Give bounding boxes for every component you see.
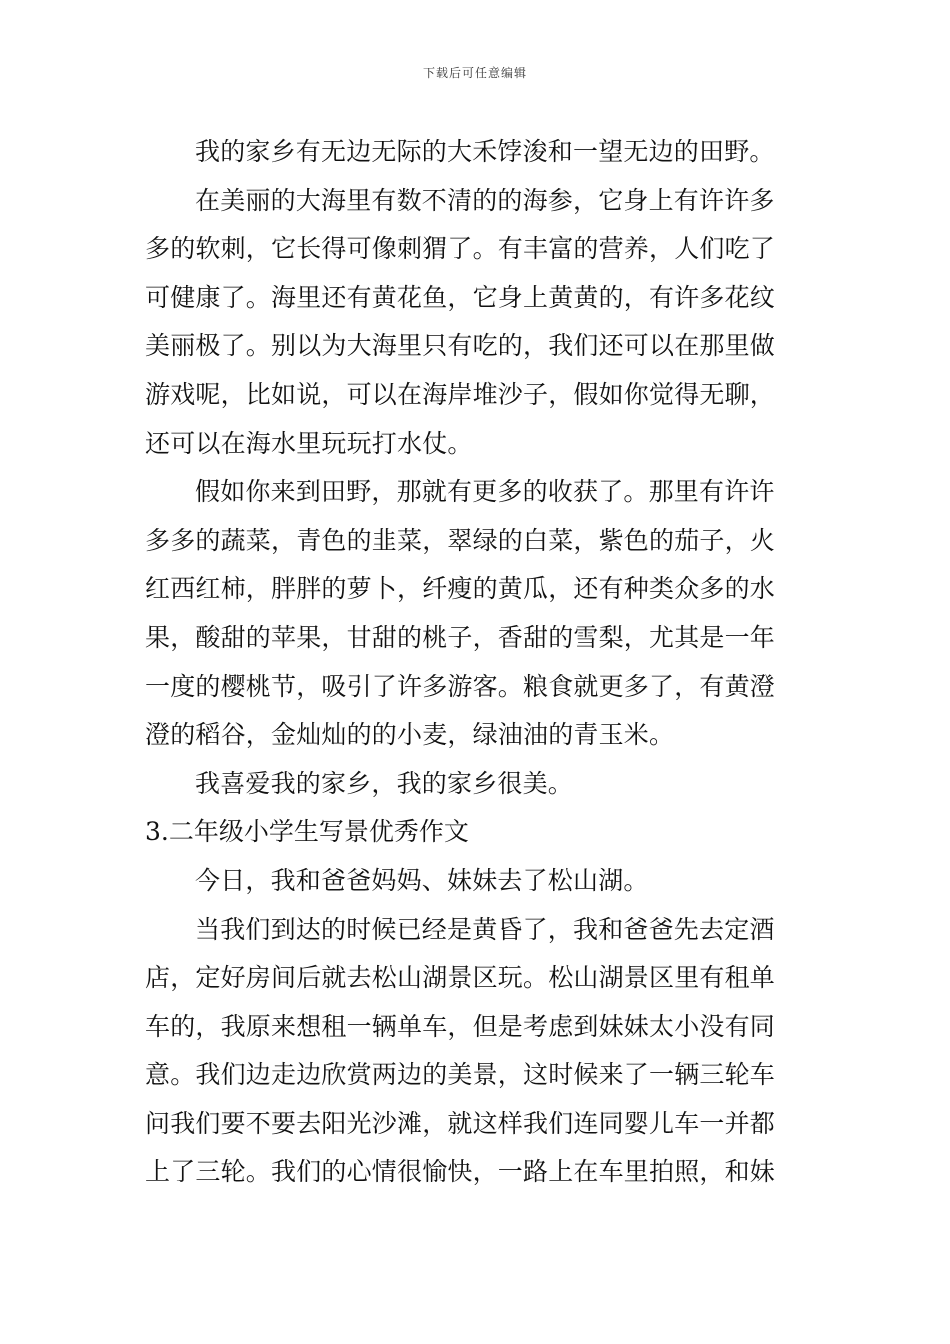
text-line: 果，酸甜的苹果，甘甜的桃子，香甜的雪梨，尤其是一年 [145,622,776,652]
text-line: 美丽极了。别以为大海里只有吃的，我们还可以在那里做 [145,331,776,361]
text-line: 车的，我原来想租一辆单车，但是考虑到妹妹太小没有同 [145,1011,776,1041]
text-line: 一度的樱桃节，吸引了许多游客。粮食就更多了，有黄澄 [145,671,776,701]
text-line: 红西红柿，胖胖的萝卜，纤瘦的黄瓜，还有种类众多的水 [145,574,776,604]
text-line: 今日，我和爸爸妈妈、妹妹去了松山湖。 [195,865,649,895]
text-line: 问我们要不要去阳光沙滩，就这样我们连同婴儿车一并都 [145,1108,776,1138]
text-line: 上了三轮。我们的心情很愉快，一路上在车里拍照，和妹 [145,1157,776,1187]
text-line: 当我们到达的时候已经是黄昏了，我和爸爸先去定酒 [195,914,775,944]
text-line: 假如你来到田野，那就有更多的收获了。那里有许许 [195,477,775,507]
text-line: 意。我们边走边欣赏两边的美景，这时候来了一辆三轮车 [145,1060,776,1090]
text-line: 可健康了。海里还有黄花鱼，它身上黄黄的，有许多花纹 [145,282,776,312]
text-line: 澄的稻谷，金灿灿的的小麦，绿油油的青玉米。 [145,720,675,750]
section-heading: 3.二年级小学生写景优秀作文 [145,817,469,847]
text-line: 多的软刺，它长得可像刺猬了。有丰富的营养，人们吃了 [145,234,776,264]
text-line: 我喜爱我的家乡，我的家乡很美。 [195,768,574,798]
page-header: 下载后可任意编辑 [422,66,527,80]
text-line: 多多的蔬菜，青色的韭菜，翠绿的白菜，紫色的茄子，火 [145,525,776,555]
document-body [145,128,811,1197]
text-line: 游戏呢，比如说，可以在海岸堆沙子，假如你觉得无聊， [145,379,776,409]
text-line: 在美丽的大海里有数不清的的海参，它身上有许许多 [195,185,775,215]
text-line: 店，定好房间后就去松山湖景区玩。松山湖景区里有租单 [145,963,776,993]
text-line: 还可以在海水里玩玩打水仗。 [145,428,473,458]
text-line: 我的家乡有无边无际的大禾饽浚和一望无边的田野。 [195,137,775,166]
